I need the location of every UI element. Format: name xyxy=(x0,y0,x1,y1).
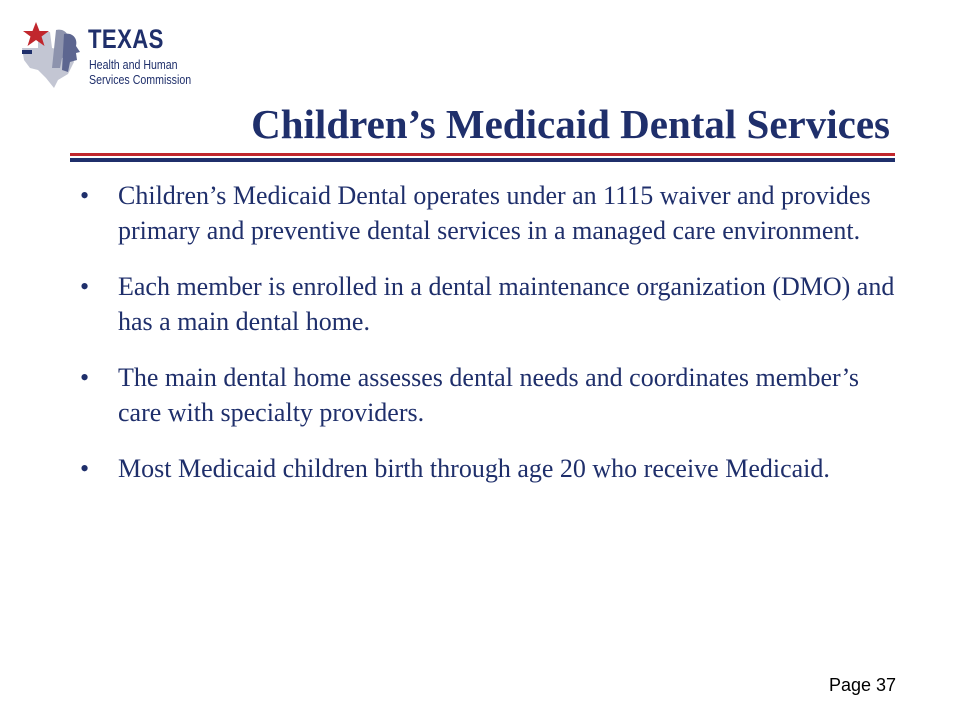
bullet-item xyxy=(80,178,900,248)
bullet-text: Each member is enrolled in a dental maintenance organization (DMO) and has a main dental home. xyxy=(118,272,895,336)
bullet-dot: • xyxy=(80,454,90,483)
bullet-item xyxy=(80,451,900,486)
bullet-text: Most Medicaid children birth through age 20 who receive Medicaid. xyxy=(118,454,830,483)
bullet-item xyxy=(80,269,900,339)
logo-subtitle-line2: Services Commission xyxy=(89,73,192,87)
texas-star-profiles-icon xyxy=(16,18,88,90)
bullet-text: Children’s Medicaid Dental operates under an 1115 waiver and provides primary and preventive dental services in a managed care environment. xyxy=(118,181,871,245)
slide-title: Children’s Medicaid Dental Services xyxy=(251,101,890,147)
bullet-text: The main dental home assesses dental needs and coordinates member’s care with specialty providers. xyxy=(118,363,860,427)
bullet-dot: • xyxy=(80,272,90,301)
page-number: Page 37 xyxy=(828,675,896,695)
bullet-dot: • xyxy=(80,363,90,392)
bullet-list xyxy=(80,178,900,507)
bullet-item xyxy=(80,360,900,430)
logo-subtitle-line1: Health and Human xyxy=(89,58,178,72)
logo-texas-text: TEXAS xyxy=(88,24,164,54)
bullet-dot: • xyxy=(80,181,90,210)
title-rule-blue xyxy=(70,158,895,162)
hhsc-logo xyxy=(16,18,196,98)
